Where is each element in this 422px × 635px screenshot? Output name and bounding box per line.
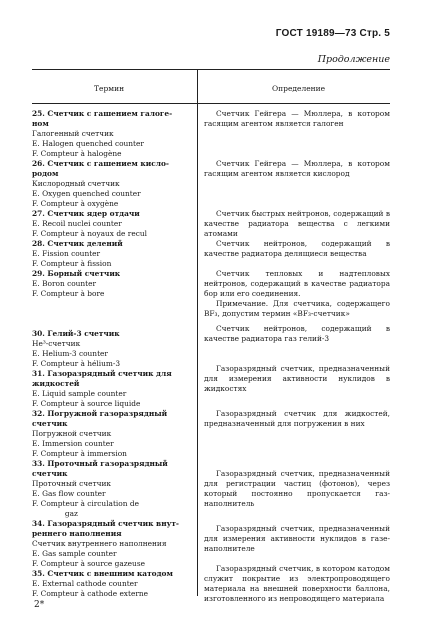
term-line: 34. Газоразрядный счетчик внут- bbox=[32, 519, 179, 528]
term-line: E. Liquid sample counter bbox=[32, 389, 127, 398]
term-line: F. Compteur à hélium-3 bbox=[32, 359, 121, 368]
term-line: Кислородный счетчик bbox=[32, 179, 120, 188]
term-line: E. Boron counter bbox=[32, 279, 97, 288]
definition-text: Счетчик нейтронов, содержащий в качестве радиатора делящиеся вещества bbox=[204, 239, 390, 258]
term-line: F. Compteur à circulation de bbox=[32, 499, 139, 508]
column-header-definition: Определение bbox=[272, 84, 326, 93]
term-line: E. Recoil nuclei counter bbox=[32, 219, 122, 228]
term-line: 25. Счетчик с гашением галоге- bbox=[32, 109, 173, 118]
term-line: F. Compteur à source liquide bbox=[32, 399, 141, 408]
term-line: 27. Счетчик ядер отдачи bbox=[32, 209, 140, 218]
terms-column bbox=[32, 109, 194, 599]
term-line: реннего наполнения bbox=[32, 529, 122, 538]
definition-text: Счетчик Гейгера — Мюллера, в котором гасящим агентом является кислород bbox=[204, 159, 390, 178]
definition-text: Счетчик тепловых и надтепловых нейтронов, содержащий в качестве радиатора бор или его соединения. bbox=[204, 269, 390, 298]
term-line: Галогенный счетчик bbox=[32, 129, 114, 138]
definition-text: Примечание. Для счетчика, содержащего BF₃, допустим термин «BF₃-счетчик» bbox=[204, 299, 390, 318]
term-line: 32. Погружной газоразрядный bbox=[32, 409, 168, 418]
term-line: F. Compteur à source gazeuse bbox=[32, 559, 145, 568]
term-line: 26. Счетчик с гашением кисло- bbox=[32, 159, 169, 168]
definition-text: Счетчик Гейгера — Мюллера, в котором гасящим агентом является галоген bbox=[204, 109, 390, 128]
term-line: F. Compteur à immersion bbox=[32, 449, 127, 458]
term-line: E. Oxygen quenched counter bbox=[32, 189, 141, 198]
term-line: F. Compteur à bore bbox=[32, 289, 105, 298]
term-line: F. Compteur à cathode externe bbox=[32, 589, 148, 598]
term-line: gaz bbox=[32, 509, 78, 518]
term-line: 33. Проточный газоразрядный bbox=[32, 459, 168, 468]
term-line: F. Compteur à fission bbox=[32, 259, 112, 268]
term-line: E. Halogen quenched counter bbox=[32, 139, 144, 148]
term-line bbox=[32, 309, 194, 319]
definition-text: Газоразрядный счетчик для жидкостей, предназначенный для погружения в них bbox=[204, 409, 390, 428]
term-line: E. External cathode counter bbox=[32, 579, 138, 588]
term-line: жидкостей bbox=[32, 379, 80, 388]
term-line: F. Compteur à oxygène bbox=[32, 199, 119, 208]
definition-text: Газоразрядный счетчик, предназначенный для измерения активности нуклидов в жидкостях bbox=[204, 364, 390, 393]
term-line: 35. Счетчик с внешним катодом bbox=[32, 569, 173, 578]
term-line: 29. Борный счетчик bbox=[32, 269, 121, 278]
term-line: родом bbox=[32, 169, 59, 178]
definition-text: Счетчик нейтронов, содержащий в качестве радиатора газ гелий-3 bbox=[204, 324, 390, 343]
table-top-rule bbox=[32, 69, 390, 70]
terms-table bbox=[32, 69, 390, 603]
term-line: 30. Гелий-3 счетчик bbox=[32, 329, 120, 338]
term-line: 28. Счетчик делений bbox=[32, 239, 123, 248]
page-number: 2* bbox=[34, 600, 45, 610]
continuation-label: Продолжение bbox=[317, 54, 390, 65]
column-header-term: Термин bbox=[94, 84, 125, 93]
term-line: Проточный счетчик bbox=[32, 479, 112, 488]
term-line: F. Compteur à noyaux de recul bbox=[32, 229, 147, 238]
term-line: F. Compteur à halogène bbox=[32, 149, 122, 158]
definition-text: Счетчик быстрых нейтронов, содержащий в качестве радиатора вещества с легкими атомами bbox=[204, 209, 390, 238]
term-line: E. Immersion counter bbox=[32, 439, 114, 448]
term-line: He³-счетчик bbox=[32, 339, 81, 348]
page-header-title: ГОСТ 19189—73 Стр. 5 bbox=[275, 28, 390, 39]
definition-text: Газоразрядный счетчик, в котором катодом служит покрытие из электропроводящего материала на внешней поверхности баллона, изготовленного из непроводящего материала bbox=[204, 564, 390, 603]
term-line: Погружной счетчик bbox=[32, 429, 112, 438]
definition-text: Газоразрядный счетчик, предназначенный для регистрации частиц (фотонов), через который постоянно пропускается газ-наполнитель bbox=[204, 469, 390, 508]
term-line: Счетчик внутреннего наполнения bbox=[32, 539, 167, 548]
table-column-divider bbox=[197, 69, 198, 596]
term-line: E. Gas sample counter bbox=[32, 549, 117, 558]
definition-text: Газоразрядный счетчик, предназначенный для измерения активности нуклидов в газе-наполнителе bbox=[204, 524, 390, 553]
term-line bbox=[32, 319, 194, 329]
term-line: E. Gas flow counter bbox=[32, 489, 106, 498]
term-line: счетчик bbox=[32, 419, 68, 428]
term-line: 31. Газоразрядный счетчик для bbox=[32, 369, 172, 378]
term-line: ном bbox=[32, 119, 49, 128]
term-line bbox=[32, 299, 194, 309]
term-line: E. Helium-3 counter bbox=[32, 349, 108, 358]
term-line: E. Fission counter bbox=[32, 249, 101, 258]
table-header-rule bbox=[32, 103, 390, 104]
term-line: счетчик bbox=[32, 469, 68, 478]
